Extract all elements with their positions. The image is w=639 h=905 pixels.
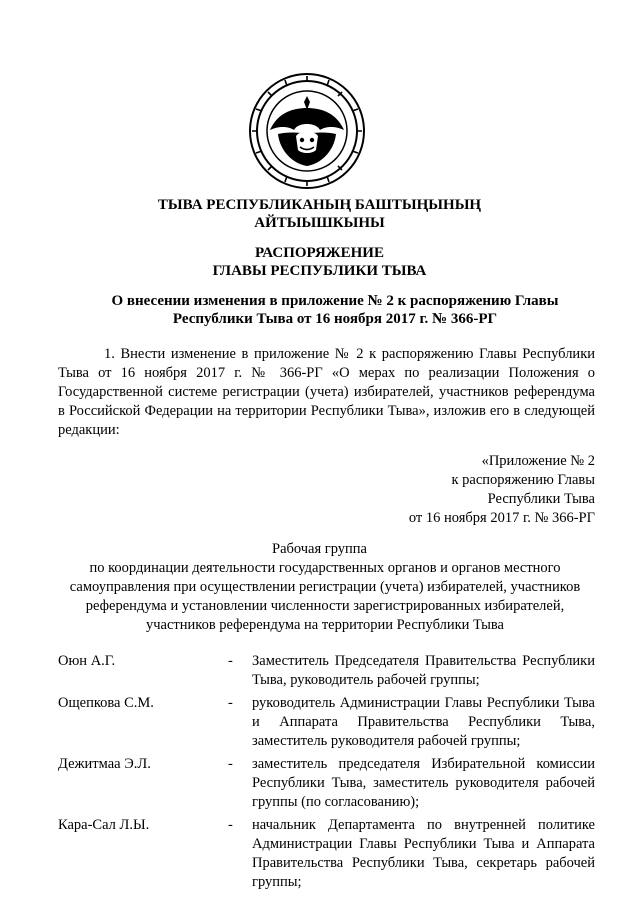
subject-line1: О внесении изменения в приложение № 2 к распоряжению Главы: [111, 293, 559, 309]
issuer-title-tuvan: [0, 196, 639, 232]
member-row: [58, 755, 595, 812]
member-row: [58, 694, 595, 751]
appendix-line1: «Приложение № 2: [481, 453, 595, 469]
working-group-description: по координации деятельности государственных органов и органов местного самоуправления при осуществлении регистрации (учета) избирателей, участников референдума и установлении численности зарегистрированных избирателей, участников референдума на территории Республики Тыва: [69, 560, 581, 633]
member-row: [58, 816, 595, 892]
coat-of-arms-emblem: [248, 72, 366, 190]
appendix-line2: к распоряжению Главы: [451, 472, 595, 488]
subject-line2: Республики Тыва от 16 ноября 2017 г. № 366-РГ: [172, 311, 498, 327]
member-name: Ощепкова С.М.: [58, 695, 154, 711]
appendix-line4: от 16 ноября 2017 г. № 366-РГ: [408, 510, 595, 526]
appendix-reference: [409, 452, 595, 528]
member-row: [58, 652, 595, 690]
body-paragraph-1: 1. Внести изменение в приложение № 2 к распоряжению Главы Республики Тыва от 16 ноября 2017 г. № 366-РГ «О мерах по реализации Положения о Государственной системе регистрации (учета) избирателей, участников референдума в Российской Федерации на территории Республики Тыва», изложив его в следующей редакции:: [58, 346, 595, 438]
member-dash: -: [228, 817, 233, 833]
document-type-line1: РАСПОРЯЖЕНИЕ: [255, 245, 384, 261]
member-name: Оюн А.Г.: [58, 653, 116, 669]
member-name: Дежитмаа Э.Л.: [58, 756, 151, 772]
document-type-line2: ГЛАВЫ РЕСПУБЛИКИ ТЫВА: [212, 263, 427, 279]
member-dash: -: [228, 653, 233, 669]
document-subject: [70, 292, 600, 328]
member-dash: -: [228, 695, 233, 711]
member-name: Кара-Сал Л.Ы.: [58, 817, 150, 833]
working-group-title: Рабочая группа: [272, 541, 367, 557]
member-role: заместитель председателя Избирательной комиссии Республики Тыва, заместитель руководителя рабочей группы (по согласованию);: [252, 756, 595, 810]
member-list: [58, 652, 595, 896]
member-role: Заместитель Председателя Правительства Республики Тыва, руководитель рабочей группы;: [252, 653, 595, 688]
member-dash: -: [228, 756, 233, 772]
appendix-line3: Республики Тыва: [487, 491, 595, 507]
issuer-title-line2: АЙТЫЫШКЫНЫ: [254, 215, 385, 231]
member-role: руководитель Администрации Главы Республики Тыва и Аппарата Правительства Республики Тыва, заместитель руководителя рабочей группы;: [252, 695, 595, 749]
issuer-title-line1: ТЫВА РЕСПУБЛИКАНЫҢ БАШТЫҢЫНЫҢ: [157, 197, 482, 213]
member-role: начальник Департамента по внутренней политике Администрации Главы Республики Тыва и Аппарата Правительства Республики Тыва, секретарь рабочей группы;: [252, 817, 595, 890]
document-type: [0, 244, 639, 280]
